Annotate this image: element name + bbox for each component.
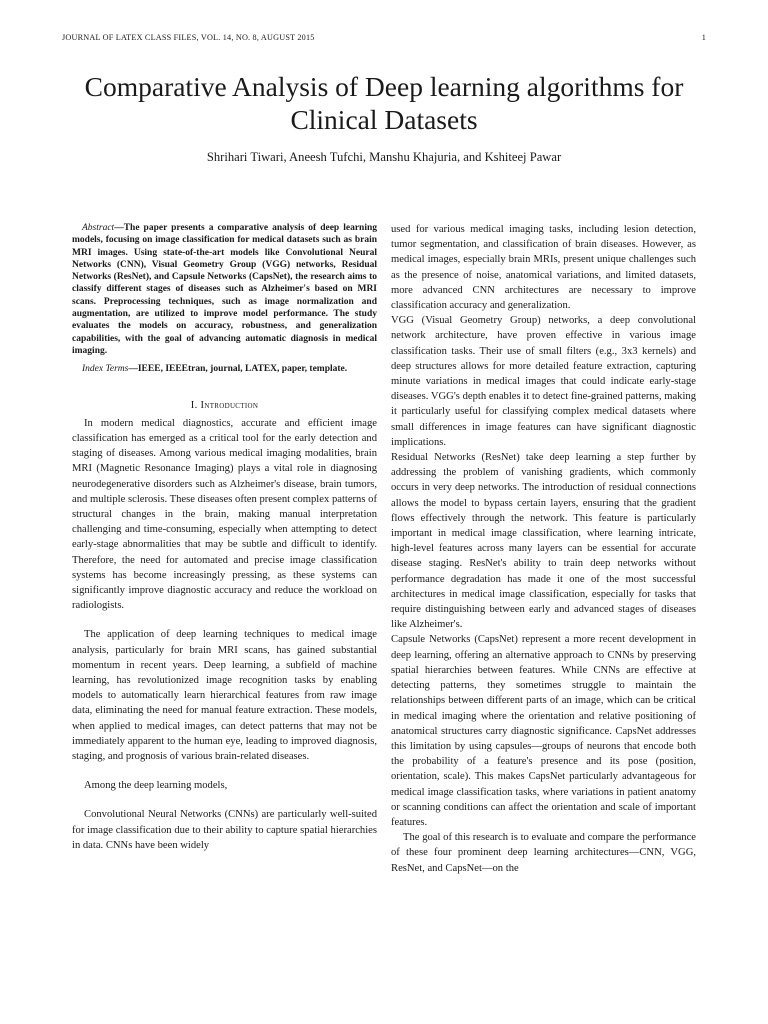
author-list: Shrihari Tiwari, Aneesh Tufchi, Manshu Khajuria, and Kshiteej Pawar: [206, 150, 562, 164]
paragraph: The application of deep learning techniques to medical image analysis, particularly for brain MRI scans, has gained substantial momentum in recent years. Deep learning, a subfield of machine learning, has revolutionized image recognition tasks by enabling models to automatically learn hierarchical features from raw image data, eliminating the need for manual feature extraction. These models, when applied to medical images, can detect patterns that may not be immediately apparent to the human eye, leading to improved diagnosis, staging, and prognosis of various brain-related diseases.: [72, 629, 377, 763]
paragraph: VGG (Visual Geometry Group) networks, a deep convolutional network architecture, have proven effective in various image classification tasks. Their use of small filters (e.g., 3x3 kernels) and deep structures allows for more detailed feature extraction, capturing minute variations in medical images that could indicate early-stage diseases. VGG's depth enables it to detect fine-grained patterns, making it particularly useful for classifying complex medical datasets where small differences in image features can have significant diagnostic implications.: [391, 315, 696, 448]
page-number: 1: [701, 33, 706, 42]
paragraph: The goal of this research is to evaluate and compare the performance of these four prominent deep learning architectures—CNN, VGG, ResNet, and CapsNet—on the: [391, 832, 696, 874]
paper-title: Comparative Analysis of Deep learning algorithms for Clinical Datasets: [84, 71, 684, 135]
right-column: [391, 222, 696, 876]
index-terms-label: Index Terms: [82, 364, 129, 375]
section-number: I.: [190, 399, 198, 411]
paragraph: In modern medical diagnostics, accurate and efficient image classification has emerged as a critical tool for the early detection and staging of diseases. Among various medical imaging modalities, brain MRI (Magnetic Resonance Imaging) plays a vital role in diagnosing neurodegenerative disorders such as Alzheimer's disease, brain tumors, and multiple sclerosis. These diseases often present complex patterns of structural changes in the brain, making manual interpretation challenging and time-consuming, especially when attempting to detect early-stage abnormalities that may be subtle and difficult to identify. Therefore, the need for automated and precise image classification systems has become increasingly pressing, as these systems can significantly improve diagnostic accuracy and reduce the workload on radiologists.: [72, 417, 377, 612]
abstract-label: Abstract: [82, 223, 115, 233]
paragraph: Capsule Networks (CapsNet) represent a more recent development in deep learning, offering an alternative approach to CNNs by preserving spatial hierarchies between features. While CNNs are effective at detecting patterns, they sometimes struggle to maintain the relationships between different parts of an image, which can be critical in medical imaging where the orientation and relative positioning of anatomical structures carry diagnostic significance. CapsNet addresses this limitation by using capsules—groups of neurons that encode both the probability of a feature's presence and its pose (position, orientation, scale). This makes CapsNet particularly advantageous for medical image classification tasks, where variations in patient anatomy or scanning conditions can affect the orientation and scale of important features.: [391, 634, 696, 828]
paragraph: Among the deep learning models,: [84, 780, 228, 792]
abstract: [72, 222, 377, 357]
index-terms-text: —IEEE, IEEEtran, journal, LATEX, paper, template.: [128, 364, 348, 375]
running-header: [62, 33, 706, 42]
abstract-text: —The paper presents a comparative analysis of deep learning models, focusing on image classification for medical datasets such as brain MRI images. Using state-of-the-art models like Convolutional Neural Networks (CNN), Visual Geometry Group (VGG) networks, Residual Networks (ResNet), and Capsule Networks (CapsNet), the research aims to classify different stages of diseases such as Alzheimer's based on MRI scans. Preprocessing techniques, such as image normalization and augmentation, are utilized to improve model performance. The study evaluates the models on accuracy, robustness, and generalization capabilities, with the goal of advancing automatic diagnosis in medical imaging.: [72, 223, 377, 356]
paragraph: Residual Networks (ResNet) take deep learning a step further by addressing the problem of vanishing gradients, which commonly occurs in very deep networks. The introduction of residual connections allows the model to bypass certain layers, ensuring that the gradient flows effectively through the network. This feature is particularly important in medical image classification, where learning intricate, high-level features across many layers can be essential for accurate disease staging. ResNet's ability to train deep networks without performance degradation has made it one of the most successful architectures in medical image classification, especially for tasks that require distinguishing between early and advanced stages of diseases like Alzheimer's.: [391, 452, 696, 631]
left-column: [72, 222, 377, 853]
section-title: Introduction: [200, 399, 259, 411]
index-terms: [72, 363, 377, 375]
journal-info: JOURNAL OF LATEX CLASS FILES, VOL. 14, NO. 8, AUGUST 2015: [62, 33, 315, 42]
section-heading-introduction: [72, 398, 377, 413]
paragraph: Convolutional Neural Networks (CNNs) are particularly well-suited for image classification due to their ability to capture spatial hierarchies in data. CNNs have been widely: [72, 809, 377, 851]
paragraph: used for various medical imaging tasks, including lesion detection, tumor segmentation, and classification of brain diseases. However, as medical images, especially brain MRIs, present unique challenges such as the presence of noise, anatomical variations, and limited datasets, more advanced CNN architectures are necessary to improve classification accuracy and generalization.: [391, 224, 696, 312]
